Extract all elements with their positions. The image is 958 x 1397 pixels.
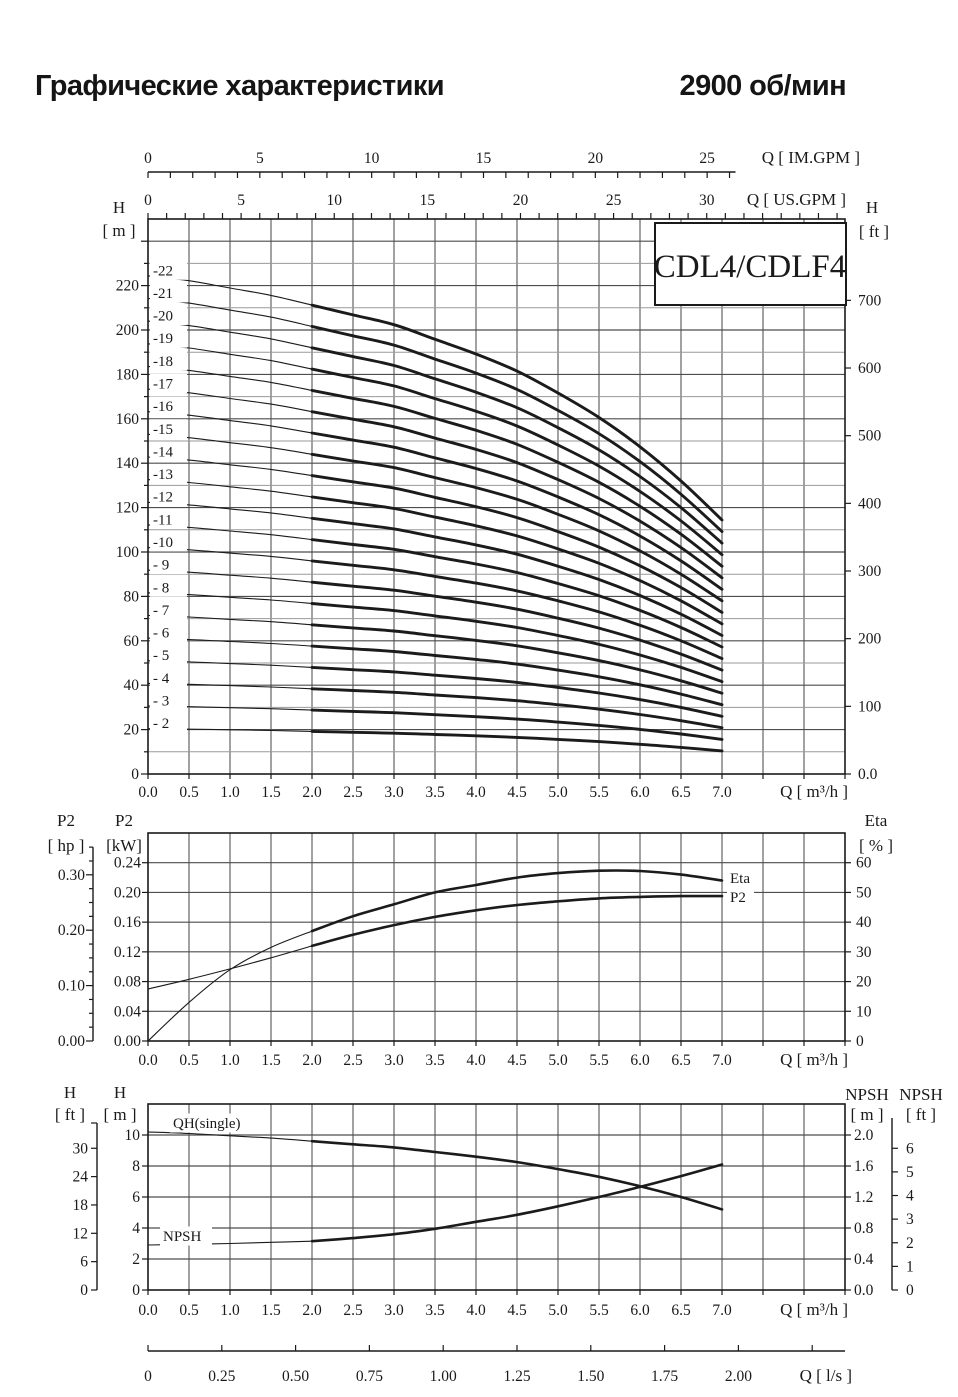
stage-label-8: - 8 <box>153 580 170 597</box>
svg-text:0.20: 0.20 <box>113 884 141 902</box>
svg-text:4.5: 4.5 <box>507 784 527 801</box>
h-ft-axis-title: H <box>865 198 879 217</box>
svg-text:6.5: 6.5 <box>671 1302 691 1319</box>
svg-text:0.0: 0.0 <box>858 766 878 783</box>
svg-text:6.0: 6.0 <box>630 1052 650 1069</box>
svg-text:400: 400 <box>858 495 882 513</box>
model-label: CDL4/CDLF4 <box>653 249 847 285</box>
svg-text:2.0: 2.0 <box>302 1052 322 1069</box>
stage-label-18: -18 <box>153 353 173 370</box>
svg-text:5: 5 <box>255 150 264 167</box>
svg-text:0.30: 0.30 <box>57 866 85 884</box>
svg-text:160: 160 <box>115 410 139 428</box>
svg-text:1.75: 1.75 <box>651 1368 679 1385</box>
svg-text:0.5: 0.5 <box>179 1052 199 1069</box>
stage-label-2: - 2 <box>153 716 170 733</box>
svg-text:[ % ]: [ % ] <box>859 836 893 855</box>
svg-text:4: 4 <box>132 1220 140 1237</box>
h-ft-low-axis-title: H <box>63 1083 77 1102</box>
svg-text:200: 200 <box>858 630 882 648</box>
svg-text:15: 15 <box>475 150 492 167</box>
svg-text:6: 6 <box>132 1189 140 1206</box>
svg-text:10: 10 <box>856 1003 872 1021</box>
power-efficiency-chart <box>48 811 893 1069</box>
svg-text:1.0: 1.0 <box>220 1302 240 1319</box>
svg-text:60: 60 <box>856 854 872 872</box>
stage-label-9: - 9 <box>153 557 170 574</box>
svg-text:2: 2 <box>132 1251 140 1268</box>
svg-text:0.16: 0.16 <box>113 914 141 932</box>
svg-text:2.0: 2.0 <box>854 1127 874 1144</box>
svg-text:5.0: 5.0 <box>548 1302 568 1319</box>
svg-text:0.24: 0.24 <box>113 854 141 872</box>
svg-text:1.6: 1.6 <box>854 1158 874 1175</box>
page-speed-label: 2900 об/мин <box>679 70 846 102</box>
svg-text:1.2: 1.2 <box>854 1189 874 1206</box>
svg-text:2.0: 2.0 <box>302 784 322 801</box>
svg-text:15: 15 <box>419 192 436 209</box>
svg-text:3.5: 3.5 <box>425 784 445 801</box>
svg-text:6.5: 6.5 <box>671 1052 691 1069</box>
svg-text:100: 100 <box>115 544 139 561</box>
svg-text:25: 25 <box>605 192 622 209</box>
qh-single-label: QH(single) <box>173 1116 241 1132</box>
svg-text:4.5: 4.5 <box>507 1052 527 1069</box>
svg-text:2: 2 <box>906 1234 914 1252</box>
svg-text:0: 0 <box>131 766 139 783</box>
svg-text:0.0: 0.0 <box>138 1052 158 1069</box>
npsh-label: NPSH <box>163 1229 202 1245</box>
x-axis-unit-label: Q [ m³/h ] <box>780 1050 848 1069</box>
svg-text:4.5: 4.5 <box>507 1302 527 1319</box>
svg-text:300: 300 <box>858 563 882 581</box>
svg-text:1.25: 1.25 <box>503 1368 531 1385</box>
stage-labels <box>150 261 187 733</box>
svg-text:6.0: 6.0 <box>630 784 650 801</box>
p2-kw-axis-title: P2 <box>115 811 133 830</box>
svg-text:2.5: 2.5 <box>343 1052 363 1069</box>
svg-text:0.08: 0.08 <box>113 973 141 991</box>
svg-text:[ ft ]: [ ft ] <box>905 1105 937 1124</box>
svg-text:7.0: 7.0 <box>712 784 732 801</box>
svg-text:5.0: 5.0 <box>548 1052 568 1069</box>
svg-text:24: 24 <box>72 1168 88 1186</box>
svg-text:0.00: 0.00 <box>57 1033 85 1050</box>
im-gpm-axis-label: Q [ IM.GPM ] <box>761 148 860 167</box>
x-axis-unit-label: Q [ m³/h ] <box>780 782 848 801</box>
svg-text:0: 0 <box>132 1282 140 1299</box>
svg-text:0: 0 <box>80 1282 88 1299</box>
stage-label-22: -22 <box>153 263 173 280</box>
svg-text:0: 0 <box>144 1368 152 1385</box>
stage-label-13: -13 <box>153 467 173 484</box>
svg-text:4.0: 4.0 <box>466 1052 486 1069</box>
svg-text:100: 100 <box>858 698 882 716</box>
page-title: Графические характеристики <box>35 70 445 102</box>
svg-text:3.5: 3.5 <box>425 1302 445 1319</box>
svg-text:140: 140 <box>115 455 139 473</box>
svg-text:2.0: 2.0 <box>302 1302 322 1319</box>
svg-text:5: 5 <box>906 1163 914 1181</box>
svg-text:8: 8 <box>132 1158 140 1175</box>
svg-text:5.5: 5.5 <box>589 1052 609 1069</box>
ls-axis <box>144 1345 852 1385</box>
svg-text:3.0: 3.0 <box>384 784 404 801</box>
svg-text:[ m ]: [ m ] <box>103 1105 137 1124</box>
ls-axis-label: Q [ l/s ] <box>799 1366 852 1385</box>
svg-text:20: 20 <box>123 721 139 739</box>
svg-text:4.0: 4.0 <box>466 784 486 801</box>
svg-text:0.04: 0.04 <box>113 1003 141 1021</box>
svg-text:[kW]: [kW] <box>106 836 142 855</box>
svg-text:6: 6 <box>906 1140 914 1158</box>
stage-label-14: -14 <box>153 444 173 461</box>
svg-text:40: 40 <box>123 677 139 695</box>
svg-text:10: 10 <box>124 1127 140 1144</box>
stage-label-12: -12 <box>153 489 173 506</box>
svg-text:3.0: 3.0 <box>384 1302 404 1319</box>
svg-text:6.5: 6.5 <box>671 784 691 801</box>
stage-label-11: -11 <box>153 512 173 529</box>
power-chart-grid <box>148 833 845 1041</box>
svg-text:0.50: 0.50 <box>282 1368 310 1385</box>
svg-text:6: 6 <box>80 1253 88 1271</box>
svg-text:1.0: 1.0 <box>220 784 240 801</box>
model-box <box>654 223 847 305</box>
svg-text:180: 180 <box>115 366 139 384</box>
eta-axis-title: Eta <box>864 811 888 830</box>
svg-text:30: 30 <box>698 192 715 209</box>
svg-text:7.0: 7.0 <box>712 1302 732 1319</box>
svg-text:120: 120 <box>115 499 139 517</box>
p2-hp-axis-title: P2 <box>57 811 75 830</box>
stage-label-3: - 3 <box>153 693 170 710</box>
svg-text:500: 500 <box>858 427 882 445</box>
svg-text:1.5: 1.5 <box>261 1302 281 1319</box>
svg-text:4: 4 <box>906 1187 914 1205</box>
stage-label-19: -19 <box>153 331 173 348</box>
svg-text:0.12: 0.12 <box>113 943 141 961</box>
stage-label-5: - 5 <box>153 648 170 665</box>
main-head-chart <box>102 148 889 801</box>
npsh-m-axis-title: NPSH <box>845 1085 889 1104</box>
h-m-low-axis-title: H <box>113 1083 127 1102</box>
h-m-axis-title: H <box>112 198 126 217</box>
stage-label-4: - 4 <box>153 670 170 687</box>
svg-text:0.0: 0.0 <box>138 784 158 801</box>
svg-text:50: 50 <box>856 884 872 902</box>
svg-text:0.0: 0.0 <box>854 1282 874 1299</box>
stage-label-6: - 6 <box>153 625 170 642</box>
svg-text:1.00: 1.00 <box>429 1368 457 1385</box>
svg-text:600: 600 <box>858 360 882 378</box>
eta-curve-label: Eta <box>730 871 750 887</box>
svg-text:0.20: 0.20 <box>57 922 85 940</box>
svg-text:1.5: 1.5 <box>261 784 281 801</box>
svg-text:200: 200 <box>115 322 139 339</box>
svg-text:20: 20 <box>856 973 872 991</box>
svg-text:0.00: 0.00 <box>113 1033 141 1050</box>
stage-label-17: -17 <box>153 376 173 393</box>
stage-label-7: - 7 <box>153 602 170 619</box>
svg-text:4.0: 4.0 <box>466 1302 486 1319</box>
svg-text:1: 1 <box>906 1258 914 1276</box>
svg-text:80: 80 <box>123 588 139 606</box>
svg-text:3: 3 <box>906 1211 914 1229</box>
stage-label-21: -21 <box>153 285 173 302</box>
svg-text:2.00: 2.00 <box>724 1368 752 1385</box>
svg-text:[ m ]: [ m ] <box>850 1105 884 1124</box>
svg-text:0.4: 0.4 <box>854 1251 874 1268</box>
stage-label-20: -20 <box>153 308 173 325</box>
svg-text:[ ft ]: [ ft ] <box>54 1105 86 1124</box>
svg-text:5.5: 5.5 <box>589 784 609 801</box>
p2-curve-label: P2 <box>730 890 746 906</box>
x-axis-unit-label: Q [ m³/h ] <box>780 1300 848 1319</box>
svg-text:0: 0 <box>856 1033 864 1050</box>
svg-text:0.5: 0.5 <box>179 784 199 801</box>
svg-text:700: 700 <box>858 292 882 310</box>
svg-text:25: 25 <box>699 150 715 167</box>
svg-text:0.25: 0.25 <box>208 1368 236 1385</box>
power-axes <box>48 811 893 1069</box>
svg-text:7.0: 7.0 <box>712 1052 732 1069</box>
svg-text:18: 18 <box>72 1196 88 1214</box>
svg-text:2.5: 2.5 <box>343 784 363 801</box>
svg-text:20: 20 <box>587 150 604 167</box>
single-npsh-chart <box>55 1083 943 1385</box>
svg-text:5.5: 5.5 <box>589 1302 609 1319</box>
npsh-ft-axis-title: NPSH <box>899 1085 943 1104</box>
stage-label-10: -10 <box>153 535 173 552</box>
svg-text:[ m ]: [ m ] <box>102 221 136 240</box>
svg-text:3.5: 3.5 <box>425 1052 445 1069</box>
svg-text:2.5: 2.5 <box>343 1302 363 1319</box>
svg-text:0.0: 0.0 <box>138 1302 158 1319</box>
svg-text:3.0: 3.0 <box>384 1052 404 1069</box>
svg-text:20: 20 <box>512 192 529 209</box>
svg-text:6.0: 6.0 <box>630 1302 650 1319</box>
svg-text:0: 0 <box>144 192 152 209</box>
svg-text:0.8: 0.8 <box>854 1220 874 1237</box>
svg-text:1.50: 1.50 <box>577 1368 605 1385</box>
us-gpm-axis-label: Q [ US.GPM ] <box>746 190 846 209</box>
stage-label-15: -15 <box>153 421 173 438</box>
svg-text:[ ft ]: [ ft ] <box>858 222 890 241</box>
svg-text:60: 60 <box>123 632 139 650</box>
svg-text:40: 40 <box>856 914 872 932</box>
svg-text:5: 5 <box>237 192 245 209</box>
svg-text:5.0: 5.0 <box>548 784 568 801</box>
svg-text:0.10: 0.10 <box>57 977 85 995</box>
svg-text:0: 0 <box>906 1282 914 1299</box>
svg-text:0.75: 0.75 <box>355 1368 383 1385</box>
svg-text:220: 220 <box>115 277 139 295</box>
svg-text:12: 12 <box>72 1225 88 1243</box>
stage-label-16: -16 <box>153 399 173 416</box>
svg-text:0: 0 <box>144 150 152 167</box>
svg-text:30: 30 <box>856 943 872 961</box>
svg-text:10: 10 <box>326 192 342 209</box>
svg-text:1.5: 1.5 <box>261 1052 281 1069</box>
svg-text:1.0: 1.0 <box>220 1052 240 1069</box>
svg-text:[ hp ]: [ hp ] <box>47 836 85 855</box>
svg-text:10: 10 <box>363 150 380 167</box>
svg-text:0.5: 0.5 <box>179 1302 199 1319</box>
svg-text:30: 30 <box>72 1140 88 1158</box>
